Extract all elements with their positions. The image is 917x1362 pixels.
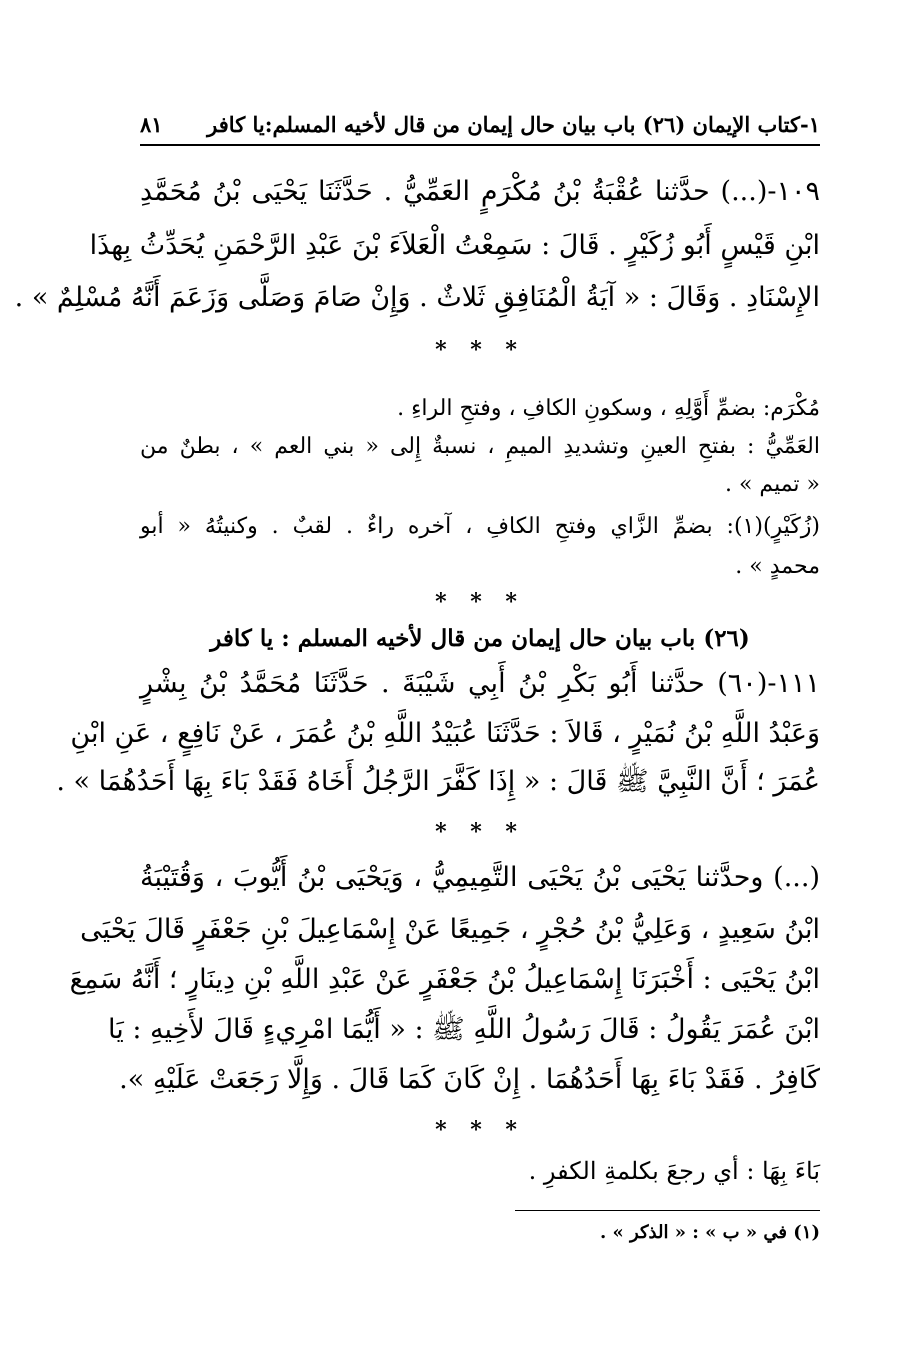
note-baa-biha: بَاءَ بِهَا : أي رجعَ بكلمةِ الكفرِ . <box>528 1157 820 1185</box>
section-separator: * * * <box>435 1117 525 1143</box>
section-separator: * * * <box>435 589 525 615</box>
footnote: (١) في « ب » : « الذكر » . <box>599 1222 820 1243</box>
hadith-wa-line-4: ابْنَ عُمَرَ يَقُولُ : قَالَ رَسُولُ اللَّهِ ﷺ : « أَيُّمَا امْرِيءٍ قَالَ لأَخِيهِ : يَا <box>108 1014 820 1045</box>
header-title: ١-كتاب الإيمان (٢٦) باب بيان حال إيمان من قال لأخيه المسلم:يا كافر <box>207 112 820 137</box>
running-header <box>140 112 820 146</box>
hadith-wa-line-1: (...) وحدَّثنا يَحْيَى بْنُ يَحْيَى التَّمِيمِيُّ ، وَيَحْيَى بْنُ أَيُّوبَ ، وَقُتَيْبَةُ <box>140 862 820 893</box>
hadith-wa-line-3: ابْنُ يَحْيَى : أَخْبَرَنَا إِسْمَاعِيلُ بْنُ جَعْفَرٍ عَنْ عَبْدِ اللَّهِ بْنِ دِينَارٍ ؛ أَنَّهُ سَمِعَ <box>69 964 820 995</box>
footnote-rule <box>515 1210 820 1211</box>
hadith-111-line-1: ١١١-(٦٠) حدَّثنا أَبُو بَكْرِ بْنُ أَبِي شَيْبَةَ . حَدَّثَنَا مُحَمَّدُ بْنُ بِشْرٍ <box>140 668 820 699</box>
hadith-109-line-1: ١٠٩-(...) حدَّثنا عُقْبَةُ بْنُ مُكْرَمٍ العَمِّيُّ . حَدَّثَنَا يَحْيَى بْنُ مُحَمَّدِ <box>140 176 820 207</box>
hadith-wa-line-5: كَافِرُ . فَقَدْ بَاءَ بِهَا أَحَدُهُمَا . إِنْ كَانَ كَمَا قَالَ . وَإِلَّا رَجَعَتْ عَلَيْهِ ». <box>119 1064 820 1095</box>
hadith-109-line-2: ابْنِ قَيْسٍ أَبُو زُكَيْرٍ . قَالَ : سَمِعْتُ الْعَلاَءَ بْنَ عَبْدِ الرَّحْمَنِ يُحَدِّثُ بِهذَا <box>89 230 820 261</box>
note-zukayr-line-1: (زُكَيْرٍ)(١): بضمِّ الزَّاي وفتحِ الكافِ ، آخره راءٌ . لقبٌ . وكنيتُهُ « أبو <box>140 514 820 539</box>
note-zukayr-line-2: محمدٍ » . <box>735 554 820 579</box>
note-mukram: مُكْرَم: بضمِّ أَوَّلِهِ ، وسكونِ الكافِ ، وفتحِ الراءِ . <box>397 396 820 421</box>
hadith-111-line-2: وَعَبْدُ اللَّهِ بْنُ نُمَيْرٍ ، قَالاَ : حَدَّثَنَا عُبَيْدُ اللَّهِ بْنُ عُمَرَ ، عَنْ نَافِعٍ ، عَنِ ابْنِ <box>70 718 820 749</box>
section-separator: * * * <box>435 337 525 363</box>
section-separator: * * * <box>435 819 525 845</box>
hadith-wa-line-2: ابْنُ سَعِيدٍ ، وَعَلِيُّ بْنُ حُجْرٍ ، جَمِيعًا عَنْ إِسْمَاعِيلَ بْنِ جَعْفَرٍ قَالَ يَحْيَى <box>80 914 820 945</box>
note-ammi-line-2: « تميم » . <box>724 472 820 497</box>
page-number: ٨١ <box>140 112 163 137</box>
chapter-title: (٢٦) باب بيان حال إيمان من قال لأخيه المسلم : يا كافر <box>210 625 750 652</box>
hadith-111-line-3: عُمَرَ ؛ أَنَّ النَّبِيَّ ﷺ قَالَ : « إِذَا كَفَّرَ الرَّجُلُ أَخَاهُ فَقَدْ بَاءَ بِهَا أَحَدُهُمَا » . <box>56 766 820 797</box>
note-ammi-line-1: العَمِّيُّ : بفتحِ العينِ وتشديدِ الميمِ ، نسبةٌ إِلى « بني العم » ، بطنٌ من <box>140 434 820 459</box>
hadith-109-line-3: الإِسْنَادِ . وَقَالَ : « آيَةُ الْمُنَافِقِ ثَلاثٌ . وَإِنْ صَامَ وَصَلَّى وَزَعَمَ أَنَّهُ مُسْلِمٌ » . <box>14 282 820 313</box>
